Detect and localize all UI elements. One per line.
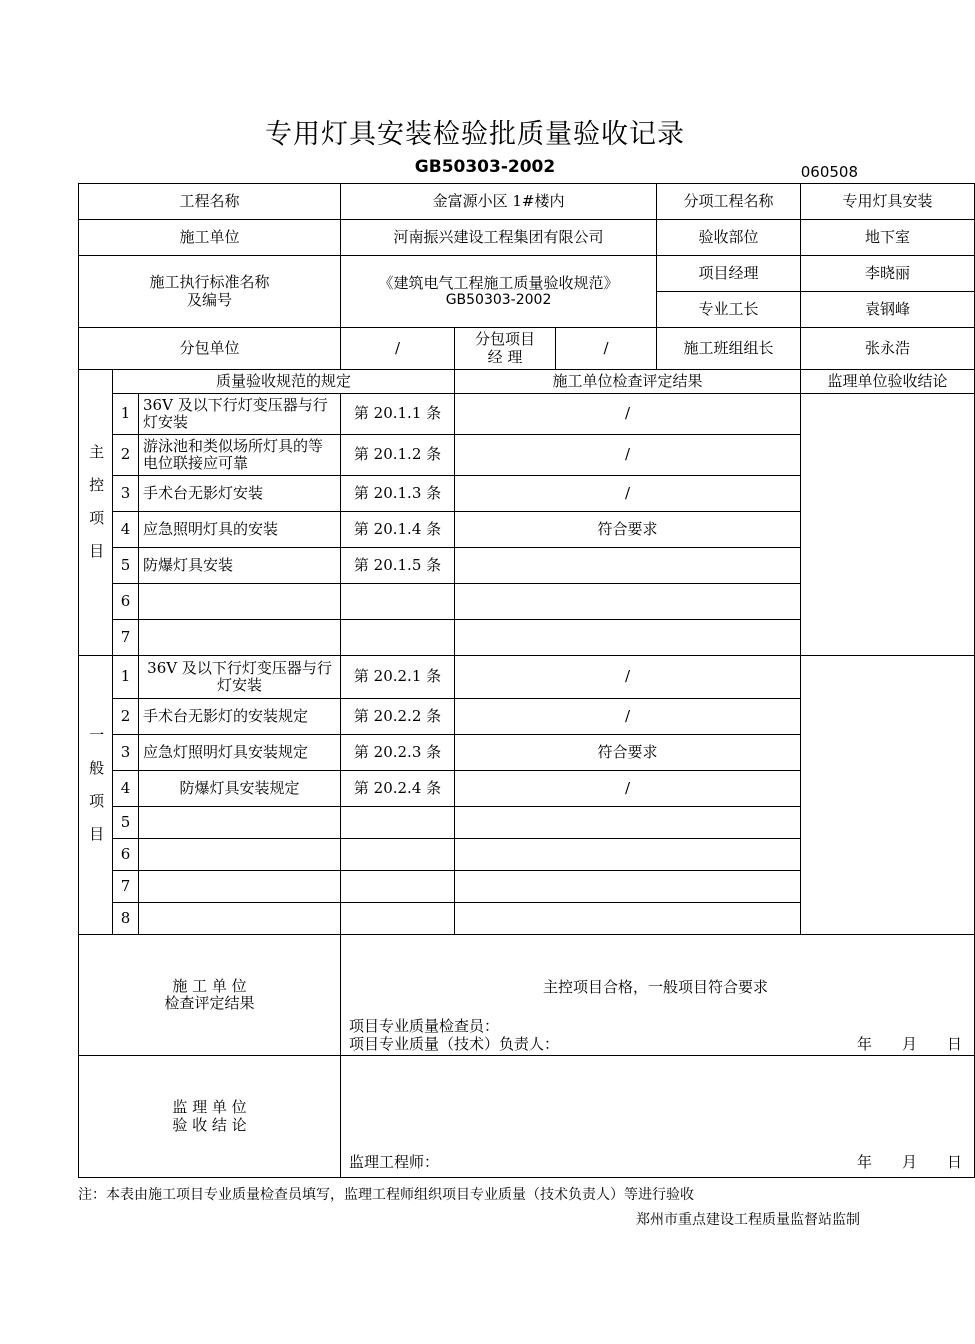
table-row: 1 36V 及以下行灯变压器与行灯安装 第 20.1.1 条 / <box>79 394 975 435</box>
form-footer: 郑州市重点建设工程质量监督站监制 <box>636 1212 860 1228</box>
supervisor-check-content <box>341 1056 975 1178</box>
contractor-conclusion: 主控项目合格，一般项目符合要求 <box>543 978 769 996</box>
table-row: 3 应急灯照明灯具安装规定 第 20.2.3 条 符合要求 <box>79 735 975 771</box>
supervisor-date: 年 月 日 <box>857 1152 963 1171</box>
spec-column-header: 质量验收规范的规定 <box>113 370 455 394</box>
general-items-label: 一般项目 <box>87 726 106 859</box>
header-row-standard <box>79 256 975 292</box>
table-row: 5 <box>79 807 975 839</box>
header-row-subcontractor <box>79 328 975 370</box>
table-row: 5 防爆灯具安装 第 20.1.5 条 <box>79 548 975 584</box>
supervisor-check-label: 监 理 单 位 验 收 结 论 <box>79 1056 341 1178</box>
contractor-value: 河南振兴建设工程集团有限公司 <box>341 220 657 256</box>
header-row-contractor <box>79 220 975 256</box>
team-leader-value: 张永浩 <box>801 328 975 370</box>
table-row: 2 游泳池和类似场所灯具的等电位联接应可靠 第 20.1.2 条 / <box>79 435 975 476</box>
quality-inspector-label: 项目专业质量检查员： <box>349 1017 500 1036</box>
project-manager-label: 项目经理 <box>657 256 801 292</box>
team-leader-label: 施工班组组长 <box>657 328 801 370</box>
contractor-date: 年 月 日 <box>857 1034 963 1053</box>
supervisor-result-column-header: 监理单位验收结论 <box>801 370 975 394</box>
contractor-result-column-header: 施工单位检查评定结果 <box>455 370 801 394</box>
contractor-check-content <box>341 935 975 1056</box>
acceptance-record-table <box>78 183 975 1178</box>
sub-project-label: 分项工程名称 <box>657 184 801 220</box>
subcontractor-label: 分包单位 <box>79 328 341 370</box>
subcontractor-value: / <box>341 328 455 370</box>
form-note: 注：本表由施工项目专业质量检查员填写，监理工程师组织项目专业质量（技术负责人）等进行验收 <box>78 1187 694 1203</box>
project-name-value: 金富源小区 1#楼内 <box>341 184 657 220</box>
supervisor-check-row <box>79 1056 975 1178</box>
acceptance-part-label: 验收部位 <box>657 220 801 256</box>
project-name-label: 工程名称 <box>79 184 341 220</box>
sub-manager-value: / <box>556 328 657 370</box>
table-row: 7 <box>79 620 975 656</box>
main-items-label: 主控项目 <box>87 444 106 577</box>
standard-name-label: 施工执行标准名称 及编号 <box>79 256 341 328</box>
main-items-label-cell <box>79 370 113 656</box>
contractor-check-label: 施 工 单 位 检查评定结果 <box>79 935 341 1056</box>
form-title: 专用灯具安装检验批质量验收记录 <box>265 119 685 150</box>
tech-lead-label: 项目专业质量（技术）负责人： <box>349 1034 560 1053</box>
main-supervisor-result <box>801 394 975 656</box>
table-row: 3 手术台无影灯安装 第 20.1.3 条 / <box>79 476 975 512</box>
general-supervisor-result <box>801 656 975 935</box>
supervising-engineer-label: 监理工程师： <box>349 1152 440 1171</box>
table-row: 7 <box>79 871 975 903</box>
foreman-label: 专业工长 <box>657 292 801 328</box>
contractor-label: 施工单位 <box>79 220 341 256</box>
table-row: 8 <box>79 903 975 935</box>
sub-manager-label: 分包项目 经 理 <box>455 328 556 370</box>
standard-name-value: 《建筑电气工程施工质量验收规范》 GB50303-2002 <box>341 256 657 328</box>
project-manager-value: 李晓丽 <box>801 256 975 292</box>
contractor-check-row <box>79 935 975 1056</box>
sub-project-value: 专用灯具安装 <box>801 184 975 220</box>
table-row: 4 应急照明灯具的安装 第 20.1.4 条 符合要求 <box>79 512 975 548</box>
general-items-label-cell <box>79 656 113 935</box>
header-row-project <box>79 184 975 220</box>
column-header-row <box>79 370 975 394</box>
table-row: 2 手术台无影灯的安装规定 第 20.2.2 条 / <box>79 699 975 735</box>
form-code: 060508 <box>800 163 858 181</box>
table-row: 6 <box>79 584 975 620</box>
table-row: 4 防爆灯具安装规定 第 20.2.4 条 / <box>79 771 975 807</box>
table-row: 一般项目 1 36V 及以下行灯变压器与行灯安装 第 20.2.1 条 / <box>79 656 975 699</box>
acceptance-part-value: 地下室 <box>801 220 975 256</box>
foreman-value: 袁钢峰 <box>801 292 975 328</box>
table-row: 6 <box>79 839 975 871</box>
standard-code: GB50303-2002 <box>414 157 556 177</box>
